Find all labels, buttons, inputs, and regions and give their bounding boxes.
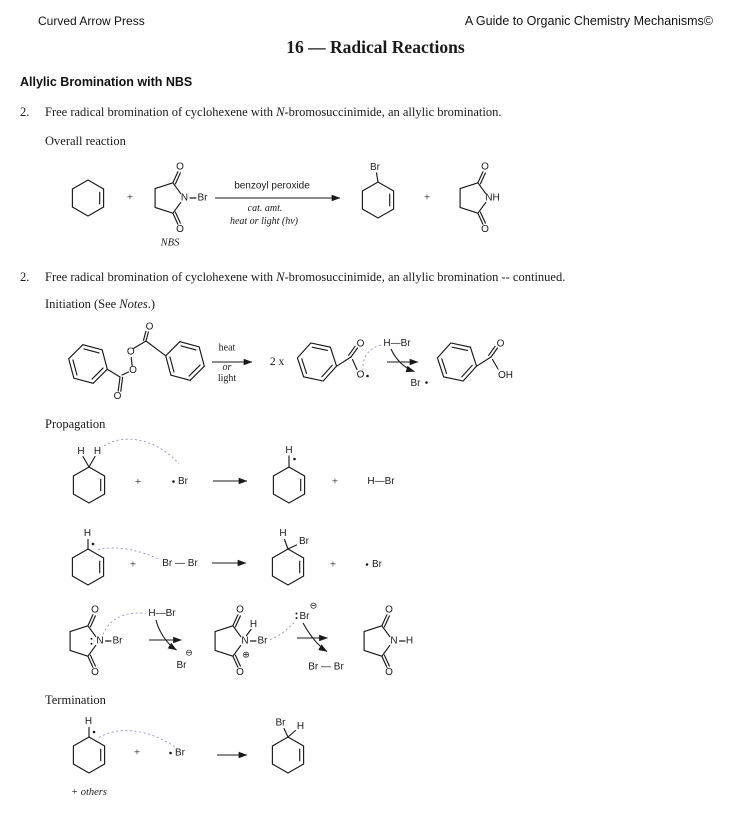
- succinimide-structure: [364, 605, 413, 679]
- initiation-scheme: [64, 322, 513, 403]
- header-left: Curved Arrow Press: [38, 14, 145, 28]
- hydrogen-label: H: [249, 619, 258, 630]
- hydrogen-label: H: [285, 445, 293, 456]
- succinimide-structure: [460, 162, 500, 236]
- item-text: Free radical bromination of cyclohexene with N-bromosuccinimide, an allylic bromination.: [45, 105, 502, 119]
- oxygen-label: O: [126, 346, 135, 358]
- oxygen-label: O: [91, 667, 99, 678]
- plus-sign: +: [134, 476, 142, 488]
- hydroxyl-label: OH: [498, 370, 513, 381]
- oxygen-label: O: [385, 604, 393, 616]
- radical-dot: [293, 458, 296, 461]
- nh-label: NH: [485, 192, 500, 204]
- bromocyclohexene-structure: [272, 528, 309, 585]
- bromocyclohexene-structure: [272, 718, 304, 774]
- cyclohexenyl-radical-structure: [273, 445, 304, 503]
- cyclohexene-structure: [73, 446, 104, 503]
- electron-arc: [103, 613, 146, 635]
- benzoic-acid-structure: [434, 339, 513, 384]
- lone-pair-dot: [296, 617, 298, 619]
- stoichiometry-label: 2 x: [269, 356, 285, 368]
- hydrogen-label: H: [83, 528, 92, 539]
- oxygen-label: O: [236, 667, 244, 678]
- electron-arc: [363, 345, 381, 371]
- br2-label: Br — Br: [308, 661, 344, 673]
- electron-arc: [104, 439, 179, 464]
- bromine-radical-label: Br: [175, 747, 185, 759]
- oxygen-label: O: [91, 604, 99, 616]
- plus-sign: +: [423, 191, 431, 204]
- oxygen-label: O: [496, 338, 505, 350]
- condition-light: light: [217, 373, 237, 384]
- protonated-nbs-structure: [215, 605, 268, 679]
- radical-dot: [425, 381, 428, 384]
- others-label: + others: [71, 787, 107, 798]
- propagation-label: Propagation: [45, 417, 106, 431]
- plus-charge: ⊕: [242, 650, 250, 661]
- nbs-caption: NBS: [160, 237, 180, 249]
- cyclohexenyl-radical-structure: [73, 716, 104, 773]
- bromine-label: Br: [112, 635, 123, 647]
- plus-sign: +: [126, 191, 134, 204]
- lone-pair-dot: [91, 643, 93, 645]
- minus-charge: ⊖: [309, 601, 318, 612]
- hbr-label: H—Br: [148, 608, 176, 619]
- oxygen-label: O: [176, 161, 184, 173]
- condition-cat-amt: cat. amt.: [247, 203, 283, 214]
- condition-heat-light: heat or light (hν): [229, 216, 299, 227]
- br2-label: Br — Br: [162, 558, 198, 569]
- oxygen-label: O: [176, 224, 184, 235]
- bromocyclohexene-structure: [362, 162, 393, 218]
- hydrogen-label: H: [405, 635, 414, 647]
- plus-sign: +: [329, 558, 337, 571]
- benzoyloxy-radical-structure: [294, 339, 369, 384]
- hbr-label: H—Br: [383, 338, 411, 349]
- condition-benzoyl-peroxide: benzoyl peroxide: [234, 180, 310, 192]
- section-heading: Allylic Bromination with NBS: [20, 75, 193, 89]
- electron-arc: [99, 731, 175, 747]
- hydrogen-label: H: [279, 528, 287, 539]
- minus-charge: ⊖: [185, 648, 193, 659]
- benzoyl-peroxide-structure: [64, 322, 209, 403]
- electron-arc: [270, 622, 295, 640]
- nbs-structure: [155, 162, 208, 249]
- condition-heat: heat: [218, 342, 236, 354]
- oxygen-label: O: [129, 365, 137, 376]
- oxygen-label: O: [356, 338, 365, 350]
- propagation-step1-scheme: [73, 439, 395, 503]
- overall-reaction-scheme: [72, 162, 499, 249]
- item-number: 2.: [20, 270, 30, 284]
- oxygen-label: O: [113, 391, 122, 402]
- cyclohexene-structure: [72, 180, 103, 216]
- oxygen-label: O: [481, 224, 489, 235]
- radical-dot: [93, 731, 96, 734]
- nitrogen-label: N: [96, 635, 104, 647]
- bromine-label: Br: [299, 536, 309, 547]
- cyclohexenyl-radical-structure: [72, 528, 103, 585]
- page-title: 16 — Radical Reactions: [286, 37, 465, 57]
- radical-dot: [366, 563, 369, 566]
- radical-dot: [169, 752, 172, 755]
- bromine-label: Br: [370, 162, 380, 173]
- radical-dot: [172, 480, 175, 483]
- propagation-step3-scheme: [70, 602, 413, 679]
- bromine-label: Br: [410, 378, 421, 389]
- initiation-label: Initiation (See Notes.): [45, 297, 156, 311]
- hbr-label: H—Br: [367, 476, 395, 487]
- hydrogen-label: H: [296, 721, 305, 732]
- nitrogen-label: N: [241, 635, 249, 647]
- plus-sign: +: [331, 475, 339, 488]
- bromide-label: Br: [299, 611, 310, 622]
- oxygen-label: O: [356, 369, 365, 381]
- nitrogen-label: N: [180, 192, 189, 204]
- lone-pair-dot: [296, 613, 298, 615]
- oxygen-label: O: [145, 321, 154, 333]
- bromine-label: Br: [275, 717, 286, 729]
- oxygen-label: O: [481, 161, 489, 173]
- item-number: 2.: [20, 105, 30, 119]
- curved-arrow: [156, 620, 177, 650]
- propagation-step2-scheme: [72, 528, 382, 585]
- bromine-radical-label: Br: [372, 559, 382, 570]
- hydrogen-label: H: [84, 716, 93, 727]
- termination-scheme: [73, 716, 304, 773]
- bromine-label: Br: [197, 192, 208, 204]
- header-right: A Guide to Organic Chemistry Mechanisms©: [464, 14, 713, 28]
- overall-reaction-label: Overall reaction: [45, 134, 126, 148]
- lone-pair-dot: [91, 638, 93, 640]
- nitrogen-label: N: [390, 635, 398, 647]
- bromine-label: Br: [257, 635, 268, 647]
- condition-or: or: [222, 362, 232, 373]
- plus-sign: +: [129, 558, 137, 571]
- hydrogen-label: H: [77, 446, 85, 457]
- plus-sign: +: [133, 746, 141, 759]
- bromine-radical-label: Br: [178, 476, 188, 487]
- hydrogen-label: H: [93, 446, 102, 457]
- radical-dot: [92, 543, 95, 546]
- oxygen-label: O: [385, 667, 393, 678]
- oxygen-label: O: [236, 604, 244, 616]
- termination-label: Termination: [45, 693, 106, 707]
- bromide-label: Br: [176, 660, 187, 671]
- curved-arrow: [391, 349, 415, 372]
- curved-arrow: [303, 623, 327, 652]
- radical-dot: [366, 375, 369, 378]
- item-text: Free radical bromination of cyclohexene with N-bromosuccinimide, an allylic bromination -- continued.: [45, 270, 566, 284]
- nbs-structure: [70, 605, 123, 679]
